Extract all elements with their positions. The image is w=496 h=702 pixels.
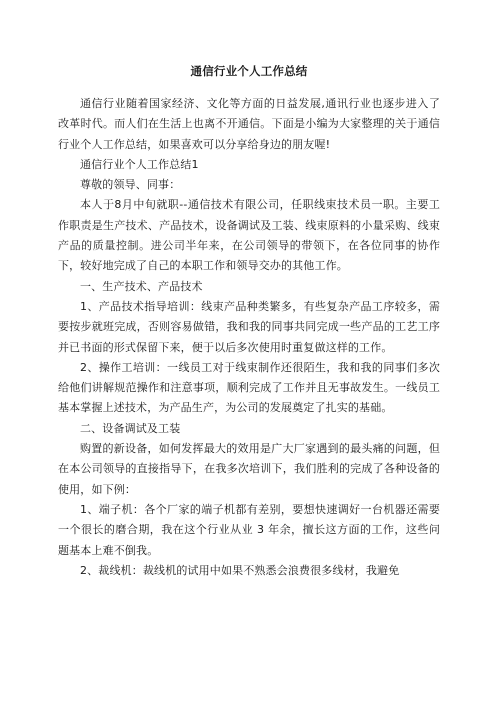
document-body [58, 94, 440, 581]
paragraph-heading-production-technology: 一、生产技术、产品技术 [80, 279, 203, 293]
paragraph-self-introduction: 本人于8月中旬就职--通信技术有限公司，任职线束技术员一职。主要工作职责是生产技术、产品技术，设备调试及工装、线束原料的小量采购、线束产品的质量控制。进公司半年来，在公司领导的带领下，在各位同事的协作下，较好地完成了自己的本职工作和领导交办的其他工作。 [58, 198, 440, 273]
document-page [58, 0, 440, 581]
paragraph-product-training: 1、产品技术指导培训：线束产品种类繁多，有些复杂产品工序较多，需要按步就班完成，否则容易做错，我和我的同事共同完成一些产品的工艺工序并已书面的形式保留下来，便于以后多次使用时重复做这样的工作。 [58, 299, 440, 354]
paragraph-heading-equipment: 二、设备调试及工装 [80, 421, 181, 435]
paragraph-new-equipment: 购置的新设备，如何发挥最大的效用是广大厂家遇到的最头痛的问题，但在本公司领导的直接指导下，在我多次培训下，我们胜利的完成了各种设备的使用，如下例： [58, 442, 440, 496]
paragraph-cutting-machine: 2、裁线机：裁线机的试用中如果不熟悉会浪费很多线材，我避免 [80, 563, 400, 577]
paragraph-operator-training: 2、操作工培训：一线员工对于线束制作还很陌生，我和我的同事们多次给他们讲解规范操作和注意事项，顺利完成了工作并且无事故发生。一线员工基本掌握上述技术，为产品生产，为公司的发展奠定了扎实的基础。 [58, 360, 440, 415]
paragraph-terminal-machine: 1、端子机：各个厂家的端子机都有差别，要想快速调好一台机器还需要一个很长的磨合期，我在这个行业从业 3 年余，擅长这方面的工作，这些问题基本上难不倒我。 [58, 502, 440, 557]
paragraph-intro: 通信行业随着国家经济、文化等方面的日益发展,通讯行业也逐步进入了改革时代。而人们在生活上也离不开通信。下面是小编为大家整理的关于通信行业个人工作总结，如果喜欢可以分享给身边的朋友喔! [58, 97, 440, 151]
paragraph-section-heading: 通信行业个人工作总结1 [80, 157, 199, 171]
document-title: 通信行业个人工作总结 [190, 64, 308, 78]
paragraph-salutation: 尊敬的领导、同事： [80, 178, 181, 192]
